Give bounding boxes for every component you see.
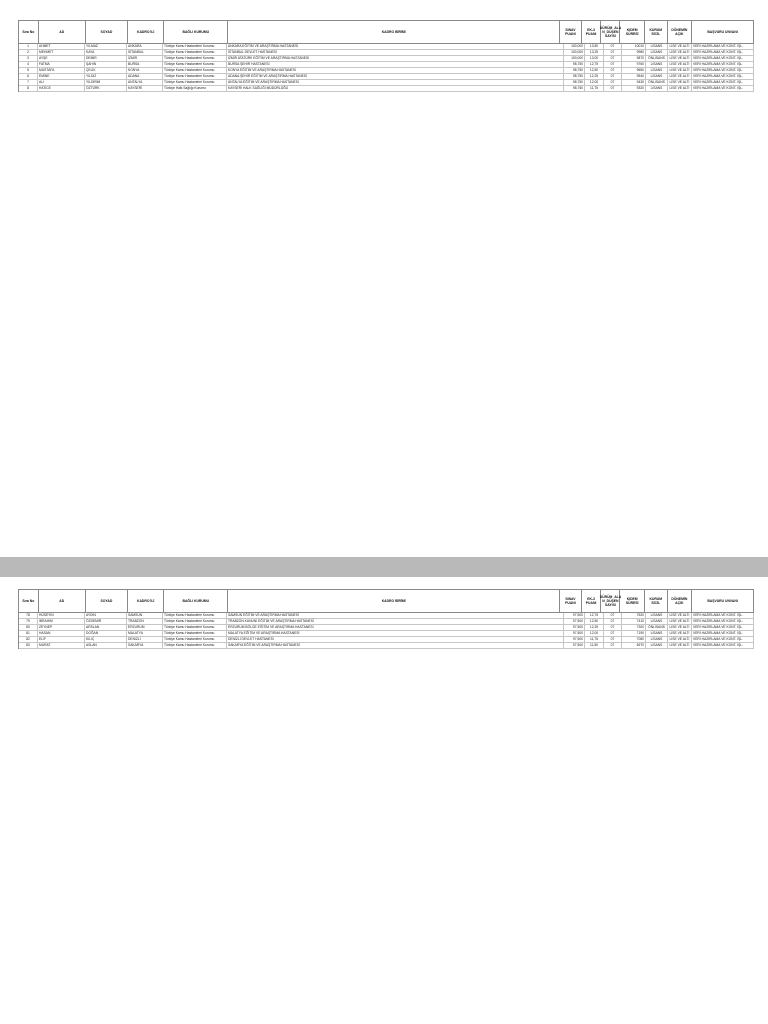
cell-basvuru: VERİ HAZIRLAMA VE KONT. İŞL. (692, 68, 754, 73)
header-sinav-puani: SINAV PUANI (560, 21, 582, 43)
cell-kurum-sicil: ÖNLİSANS (646, 56, 668, 61)
cell-kadro-il: TRABZON (127, 619, 163, 624)
cell-donem: LİSE VE ALTI (668, 613, 692, 618)
cell-bagli-kurum: Türkiye Kamu Hastaneleri Kurumu (163, 68, 227, 73)
cell-soyad: ARSLAN (85, 625, 127, 630)
cell-ad: AYŞE (38, 56, 85, 61)
cell-kidem: 9650 (622, 68, 646, 73)
cell-kadro-birimi: KONYA EĞİTİM VE ARAŞTIRMA HASTANESİ (227, 68, 564, 73)
table-row (19, 86, 754, 92)
cell-durum: 07 (604, 44, 622, 49)
header-kadro-il: KADRO İLİ (128, 21, 164, 43)
cell-ad: AHMET (38, 44, 85, 49)
cell-kadro-il: SAKARYA (127, 643, 163, 648)
cell-sira-no: 7 (19, 80, 38, 85)
cell-kadro-il: İSTANBUL (127, 50, 163, 55)
cell-sinav-puani: 100,000 (564, 56, 585, 61)
cell-soyad: ÇELİK (85, 68, 127, 73)
cell-ek3-puani: 12,50 (585, 68, 604, 73)
cell-durum: 07 (604, 625, 622, 630)
cell-soyad: DOĞAN (85, 631, 127, 636)
cell-ad: HÜSEYİN (38, 613, 85, 618)
cell-kidem: 7410 (622, 619, 646, 624)
cell-kidem: 10010 (622, 44, 646, 49)
cell-bagli-kurum: Türkiye Kamu Hastaneleri Kurumu (163, 625, 227, 630)
header-sira-no: Sıra No (19, 590, 39, 612)
cell-ek3-puani: 12,00 (585, 631, 604, 636)
cell-kadro-birimi: BURSA ŞEHİR HASTANESİ (227, 62, 564, 67)
cell-ek3-puani: 11,50 (585, 643, 604, 648)
results-table (18, 589, 754, 649)
header-ad: AD (39, 590, 86, 612)
cell-kadro-birimi: ADANA ŞEHİR EĞİTİM VE ARAŞTIRMA HASTANESİ (227, 74, 564, 79)
cell-sira-no: 79 (19, 619, 38, 624)
cell-kurum-sicil: LİSANS (646, 44, 668, 49)
cell-donem: LİSE VE ALTI (668, 80, 692, 85)
cell-ek3-puani: 13,00 (585, 56, 604, 61)
table-body-page-1 (19, 44, 754, 92)
cell-bagli-kurum: Türkiye Kamu Hastaneleri Kurumu (163, 80, 227, 85)
cell-sira-no: 1 (19, 44, 38, 49)
cell-bagli-kurum: Türkiye Kamu Hastaneleri Kurumu (163, 613, 227, 618)
cell-sira-no: 78 (19, 613, 38, 618)
cell-donem: LİSE VE ALTI (668, 50, 692, 55)
cell-kurum-sicil: ÖNLİSANS (646, 625, 668, 630)
cell-bagli-kurum: Türkiye Halk Sağlığı Kurumu (163, 86, 227, 91)
cell-kurum-sicil: LİSANS (646, 613, 668, 618)
cell-sira-no: 80 (19, 625, 38, 630)
header-kurum-sicil: KURUM SİCİL (645, 590, 668, 612)
cell-kurum-sicil: LİSANS (646, 643, 668, 648)
cell-kurum-sicil: LİSANS (646, 637, 668, 642)
cell-sinav-puani: 97,500 (564, 631, 585, 636)
cell-durum: 07 (604, 613, 622, 618)
cell-sinav-puani: 97,500 (564, 637, 585, 642)
cell-basvuru: VERİ HAZIRLAMA VE KONT. İŞL. (692, 44, 754, 49)
header-kidem: KIDEM SÜRESİ (620, 590, 645, 612)
cell-durum: 07 (604, 56, 622, 61)
cell-ad: FATMA (38, 62, 85, 67)
cell-kadro-il: BURSA (127, 62, 163, 67)
cell-sinav-puani: 98,750 (564, 68, 585, 73)
cell-sira-no: 82 (19, 637, 38, 642)
cell-donem: LİSE VE ALTI (668, 619, 692, 624)
cell-ek3-puani: 12,00 (585, 80, 604, 85)
document-page-2 (0, 577, 768, 1024)
cell-ad: HATİCE (38, 86, 85, 91)
cell-kurum-sicil: LİSANS (646, 619, 668, 624)
cell-kadro-il: DENİZLİ (127, 637, 163, 642)
cell-sira-no: 4 (19, 62, 38, 67)
cell-bagli-kurum: Türkiye Kamu Hastaneleri Kurumu (163, 637, 227, 642)
cell-donem: LİSE VE ALTI (668, 62, 692, 67)
cell-sinav-puani: 98,750 (564, 62, 585, 67)
cell-ek3-puani: 12,75 (585, 613, 604, 618)
cell-kadro-birimi: TRABZON KANUNİ EĞİTİM VE ARAŞTIRMA HASTANESİ (227, 619, 564, 624)
cell-sira-no: 8 (19, 86, 38, 91)
cell-durum: 07 (604, 637, 622, 642)
cell-soyad: YILDIRIM (85, 80, 127, 85)
cell-sinav-puani: 97,500 (564, 619, 585, 624)
cell-donem: LİSE VE ALTI (668, 643, 692, 648)
cell-ek3-puani: 12,75 (585, 62, 604, 67)
cell-ad: İBRAHİM (38, 619, 85, 624)
cell-soyad: YILDIZ (85, 74, 127, 79)
cell-sira-no: 5 (19, 68, 38, 73)
cell-soyad: YILMAZ (85, 44, 127, 49)
cell-sinav-puani: 98,750 (564, 86, 585, 91)
cell-kadro-il: ADANA (127, 74, 163, 79)
header-donem: DÖNEMİN AÇIK (668, 21, 693, 43)
header-kadro-birimi: KADRO BİRİMİ (228, 590, 560, 612)
cell-kadro-il: ANTALYA (127, 80, 163, 85)
cell-sinav-puani: 97,500 (564, 613, 585, 618)
cell-bagli-kurum: Türkiye Kamu Hastaneleri Kurumu (163, 631, 227, 636)
cell-soyad: ÖZDEMİR (85, 619, 127, 624)
cell-kadro-birimi: ANKARA EĞİTİM VE ARAŞTIRMA HASTANESİ (227, 44, 564, 49)
cell-kadro-birimi: SAKARYA EĞİTİM VE ARAŞTIRMA HASTANESİ (227, 643, 564, 648)
cell-soyad: DEMİR (85, 56, 127, 61)
cell-ad: MURAT (38, 643, 85, 648)
cell-kidem: 7190 (622, 631, 646, 636)
cell-basvuru: VERİ HAZIRLAMA VE KONT. İŞL. (692, 619, 754, 624)
cell-durum: 07 (604, 643, 622, 648)
cell-soyad: ÖZTÜRK (85, 86, 127, 91)
cell-kadro-il: KONYA (127, 68, 163, 73)
cell-kadro-birimi: ERZURUM BÖLGE EĞİTİM VE ARAŞTIRMA HASTANESİ (227, 625, 564, 630)
cell-sira-no: 2 (19, 50, 38, 55)
header-durum: DÜRÜM_ALA N_DÜŞEN SAYISI (601, 590, 620, 612)
header-kidem: KIDEM SÜRESİ (620, 21, 645, 43)
cell-basvuru: VERİ HAZIRLAMA VE KONT. İŞL. (692, 56, 754, 61)
cell-kadro-birimi: DENİZLİ DEVLET HASTANESİ (227, 637, 564, 642)
cell-bagli-kurum: Türkiye Kamu Hastaneleri Kurumu (163, 74, 227, 79)
cell-ad: MUSTAFA (38, 68, 85, 73)
cell-ad: MEHMET (38, 50, 85, 55)
cell-durum: 07 (604, 74, 622, 79)
cell-kadro-birimi: ANTALYA EĞİTİM VE ARAŞTIRMA HASTANESİ (227, 80, 564, 85)
cell-kidem: 6970 (622, 643, 646, 648)
cell-kurum-sicil: LİSANS (646, 74, 668, 79)
cell-kidem: 7300 (622, 625, 646, 630)
header-ad: AD (39, 21, 86, 43)
cell-sira-no: 3 (19, 56, 38, 61)
cell-kidem: 9980 (622, 50, 646, 55)
cell-soyad: KAYA (85, 50, 127, 55)
table-body-page-2 (19, 613, 754, 649)
cell-donem: LİSE VE ALTI (668, 637, 692, 642)
header-soyad: SOYAD (86, 590, 128, 612)
cell-basvuru: VERİ HAZIRLAMA VE KONT. İŞL. (692, 625, 754, 630)
header-durum: DÜRÜM_ALA N_DÜŞEN SAYISI (601, 21, 620, 43)
cell-sira-no: 6 (19, 74, 38, 79)
cell-basvuru: VERİ HAZIRLAMA VE KONT. İŞL. (692, 62, 754, 67)
cell-kurum-sicil: LİSANS (646, 631, 668, 636)
header-basvuru: BAŞVURU UNVANI (692, 590, 754, 612)
cell-kadro-il: SAMSUN (127, 613, 163, 618)
cell-bagli-kurum: Türkiye Kamu Hastaneleri Kurumu (163, 643, 227, 648)
cell-bagli-kurum: Türkiye Kamu Hastaneleri Kurumu (163, 50, 227, 55)
cell-ek3-puani: 12,50 (585, 619, 604, 624)
cell-donem: LİSE VE ALTI (668, 86, 692, 91)
cell-kidem: 9430 (622, 80, 646, 85)
cell-durum: 07 (604, 68, 622, 73)
cell-kidem: 9760 (622, 62, 646, 67)
results-table (18, 20, 754, 92)
table-header (19, 21, 754, 44)
cell-soyad: KILIÇ (85, 637, 127, 642)
cell-ad: ELİF (38, 637, 85, 642)
cell-donem: LİSE VE ALTI (668, 625, 692, 630)
cell-kurum-sicil: ÖNLİSANS (646, 80, 668, 85)
cell-kadro-birimi: SAMSUN EĞİTİM VE ARAŞTIRMA HASTANESİ (227, 613, 564, 618)
cell-bagli-kurum: Türkiye Kamu Hastaneleri Kurumu (163, 44, 227, 49)
cell-bagli-kurum: Türkiye Kamu Hastaneleri Kurumu (163, 619, 227, 624)
cell-durum: 07 (604, 86, 622, 91)
cell-sinav-puani: 100,000 (564, 50, 585, 55)
cell-kadro-il: KAYSERİ (127, 86, 163, 91)
header-bagli-kurum: BAĞLI KURUMU (164, 21, 228, 43)
cell-basvuru: VERİ HAZIRLAMA VE KONT. İŞL. (692, 631, 754, 636)
cell-sinav-puani: 98,750 (564, 80, 585, 85)
cell-kurum-sicil: LİSANS (646, 50, 668, 55)
cell-sira-no: 83 (19, 643, 38, 648)
cell-ad: EMİNE (38, 74, 85, 79)
cell-basvuru: VERİ HAZIRLAMA VE KONT. İŞL. (692, 80, 754, 85)
cell-kidem: 7520 (622, 613, 646, 618)
header-kadro-birimi: KADRO BİRİMİ (228, 21, 560, 43)
cell-basvuru: VERİ HAZIRLAMA VE KONT. İŞL. (692, 643, 754, 648)
cell-kadro-birimi: KAYSERİ HALK SAĞLIĞI MÜDÜRLÜĞÜ (227, 86, 564, 91)
cell-kadro-il: ERZURUM (127, 625, 163, 630)
cell-ek3-puani: 12,25 (585, 74, 604, 79)
cell-kadro-il: ANKARA (127, 44, 163, 49)
cell-ad: ALİ (38, 80, 85, 85)
header-donem: DÖNEMİN AÇIK (668, 590, 693, 612)
cell-sinav-puani: 98,750 (564, 74, 585, 79)
cell-soyad: ŞAHİN (85, 62, 127, 67)
cell-sira-no: 81 (19, 631, 38, 636)
cell-donem: LİSE VE ALTI (668, 44, 692, 49)
cell-durum: 07 (604, 62, 622, 67)
header-bagli-kurum: BAĞLI KURUMU (164, 590, 228, 612)
cell-basvuru: VERİ HAZIRLAMA VE KONT. İŞL. (692, 637, 754, 642)
table-header (19, 590, 754, 613)
cell-kurum-sicil: LİSANS (646, 62, 668, 67)
cell-kidem: 7080 (622, 637, 646, 642)
cell-bagli-kurum: Türkiye Kamu Hastaneleri Kurumu (163, 56, 227, 61)
cell-ek3-puani: 11,75 (585, 637, 604, 642)
cell-ek3-puani: 13,50 (585, 44, 604, 49)
header-sira-no: Sıra No (19, 21, 39, 43)
cell-kidem: 9870 (622, 56, 646, 61)
cell-ek3-puani: 13,25 (585, 50, 604, 55)
cell-durum: 07 (604, 80, 622, 85)
cell-basvuru: VERİ HAZIRLAMA VE KONT. İŞL. (692, 613, 754, 618)
cell-donem: LİSE VE ALTI (668, 74, 692, 79)
cell-ek3-puani: 11,75 (585, 86, 604, 91)
cell-basvuru: VERİ HAZIRLAMA VE KONT. İŞL. (692, 50, 754, 55)
header-kurum-sicil: KURUM SİCİL (645, 21, 668, 43)
cell-soyad: ASLAN (85, 643, 127, 648)
header-sinav-puani: SINAV PUANI (560, 590, 582, 612)
cell-bagli-kurum: Türkiye Kamu Hastaneleri Kurumu (163, 62, 227, 67)
cell-kadro-il: İZMİR (127, 56, 163, 61)
cell-kadro-il: MALATYA (127, 631, 163, 636)
cell-basvuru: VERİ HAZIRLAMA VE KONT. İŞL. (692, 74, 754, 79)
cell-ad: ZEYNEP (38, 625, 85, 630)
cell-soyad: AYDIN (85, 613, 127, 618)
cell-donem: LİSE VE ALTI (668, 631, 692, 636)
cell-kurum-sicil: LİSANS (646, 68, 668, 73)
header-kadro-il: KADRO İLİ (128, 590, 164, 612)
header-ek3-puani: EK-3 PUANI (582, 590, 602, 612)
cell-sinav-puani: 100,000 (564, 44, 585, 49)
cell-donem: LİSE VE ALTI (668, 68, 692, 73)
cell-durum: 07 (604, 50, 622, 55)
cell-ad: HASAN (38, 631, 85, 636)
cell-kadro-birimi: İSTANBUL DEVLET HASTANESİ (227, 50, 564, 55)
table-row (19, 643, 754, 649)
header-soyad: SOYAD (86, 21, 128, 43)
cell-donem: LİSE VE ALTI (668, 56, 692, 61)
cell-durum: 07 (604, 619, 622, 624)
cell-kidem: 9320 (622, 86, 646, 91)
cell-kurum-sicil: LİSANS (646, 86, 668, 91)
cell-basvuru: VERİ HAZIRLAMA VE KONT. İŞL. (692, 86, 754, 91)
header-basvuru: BAŞVURU UNVANI (692, 21, 754, 43)
cell-ek3-puani: 12,25 (585, 625, 604, 630)
cell-kadro-birimi: İZMİR ATATÜRK EĞİTİM VE ARAŞTIRMA HASTANESİ (227, 56, 564, 61)
cell-kidem: 9540 (622, 74, 646, 79)
cell-sinav-puani: 97,500 (564, 643, 585, 648)
cell-sinav-puani: 97,500 (564, 625, 585, 630)
cell-durum: 07 (604, 631, 622, 636)
cell-kadro-birimi: MALATYA EĞİTİM VE ARAŞTIRMA HASTANESİ (227, 631, 564, 636)
header-ek3-puani: EK-3 PUANI (582, 21, 602, 43)
